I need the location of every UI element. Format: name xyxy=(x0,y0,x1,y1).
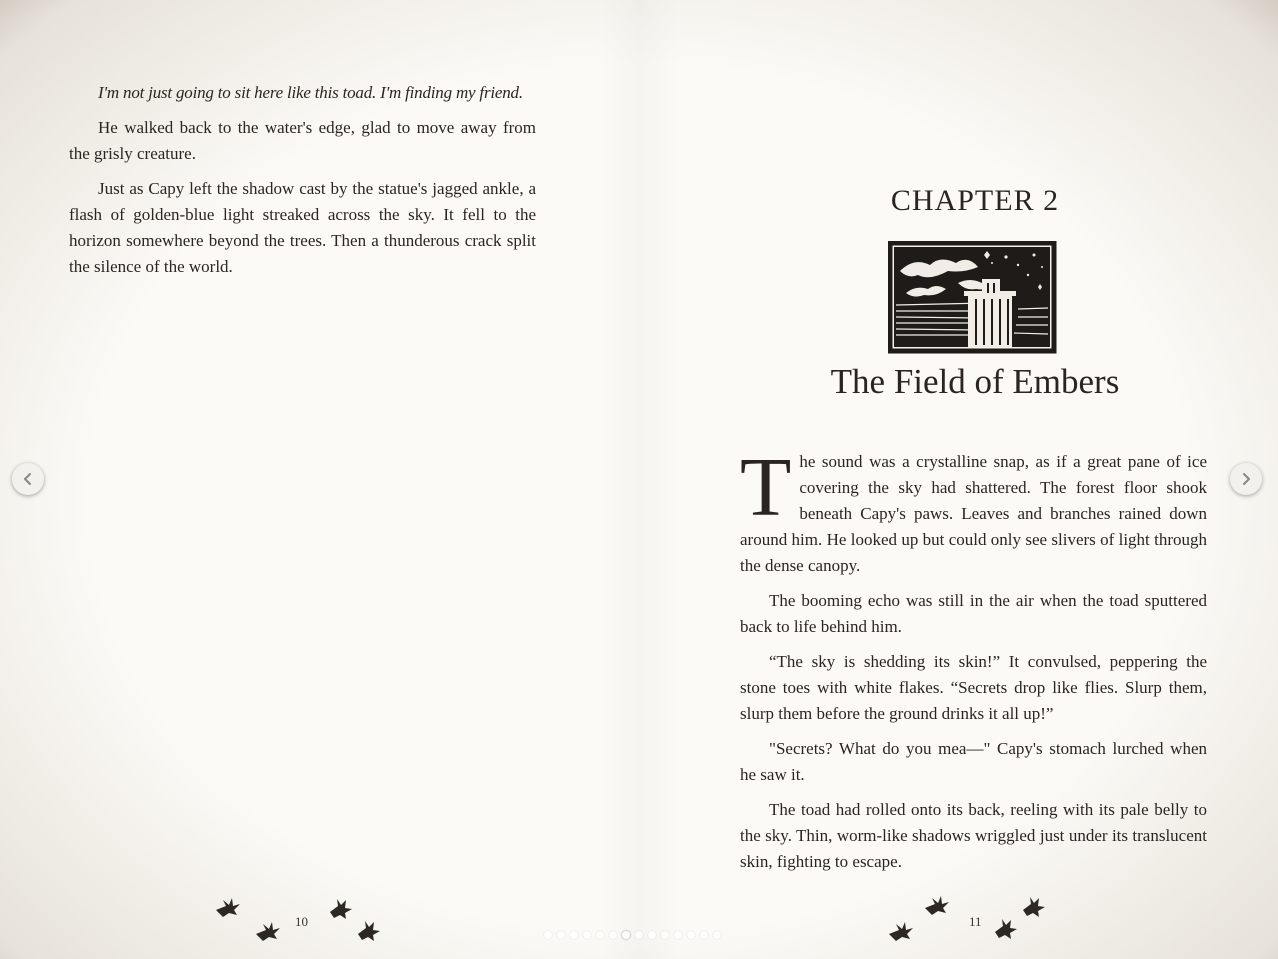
left-page-text xyxy=(69,80,536,289)
paragraph: He walked back to the water's edge, glad to move away from the grisly creature. xyxy=(69,118,536,163)
page-number: 10 xyxy=(295,914,308,929)
page-dot[interactable] xyxy=(596,931,604,939)
previous-page-button[interactable] xyxy=(12,463,44,495)
page-dot[interactable] xyxy=(570,931,578,939)
chapter-label: CHAPTER 2 xyxy=(890,184,1060,217)
page-dot[interactable] xyxy=(622,931,630,939)
page-dot[interactable] xyxy=(635,931,643,939)
page-dot[interactable] xyxy=(648,931,656,939)
page-number: 11 xyxy=(969,914,982,929)
paragraph: Just as Capy left the shadow cast by the statue's jagged ankle, a flash of golden-blue light streaked across the sky. It fell to the horizon somewhere beyond the trees. Then a thunderous crack split the silence of the world. xyxy=(69,179,536,276)
page-dot[interactable] xyxy=(609,931,617,939)
left-page xyxy=(0,0,620,959)
chevron-left-icon xyxy=(20,471,36,487)
page-dot[interactable] xyxy=(687,931,695,939)
right-page-text xyxy=(740,441,1207,884)
right-page xyxy=(660,0,1278,959)
page-dot[interactable] xyxy=(544,931,552,939)
page-dot[interactable] xyxy=(713,931,721,939)
paragraph: I'm not just going to sit here like this toad. I'm finding my friend. xyxy=(98,83,523,102)
page-dot[interactable] xyxy=(674,931,682,939)
chevron-right-icon xyxy=(1238,471,1254,487)
page-dot[interactable] xyxy=(583,931,591,939)
paragraph: "Secrets? What do you mea—" Capy's stomach lurched when he saw it. xyxy=(740,739,1207,784)
chapter-illustration xyxy=(888,241,1058,355)
paragraph: The toad had rolled onto its back, reeling with its pale belly to the sky. Thin, worm-like shadows wriggled just under its translucent skin, fighting to escape. xyxy=(740,800,1207,871)
chapter-title: The Field of Embers xyxy=(830,362,1120,401)
drop-cap: T xyxy=(740,441,792,534)
paragraph xyxy=(740,441,1207,579)
page-dot[interactable] xyxy=(700,931,708,939)
page-indicator xyxy=(544,931,721,941)
next-page-button[interactable] xyxy=(1230,463,1262,495)
paragraph-text: he sound was a crystalline snap, as if a great pane of ice covering the sky had shattered. The forest floor shook beneath Capy's paws. Leaves and branches rained down around him. He looked up but could only see slivers of light through the dense canopy. xyxy=(740,452,1207,575)
paragraph: “The sky is shedding its skin!” It convulsed, peppering the stone toes with white flakes. “Secrets drop like flies. Slurp them, slurp them before the ground drinks it all up!” xyxy=(740,652,1207,723)
paragraph: The booming echo was still in the air when the toad sputtered back to life behind him. xyxy=(740,591,1207,636)
page-dot[interactable] xyxy=(557,931,565,939)
page-dot[interactable] xyxy=(661,931,669,939)
